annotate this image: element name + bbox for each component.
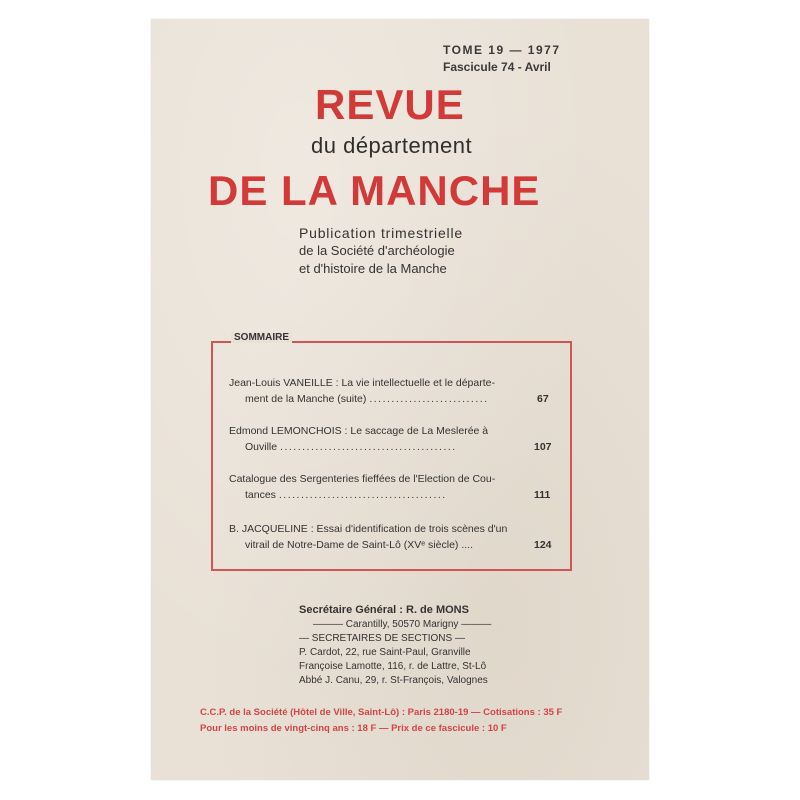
footer-prices-line: Pour les moins de vingt-cinq ans : 18 F — Prix de ce fascicule : 10 F [200, 723, 507, 734]
section-secretary-3: Abbé J. Canu, 29, r. St-François, Valognes [299, 675, 488, 686]
toc-entry-4-line1: B. JACQUELINE : Essai d'identification de trois scènes d'un [229, 523, 508, 535]
publication-line-3: et d'histoire de la Manche [299, 261, 447, 276]
toc-entry-2-line2 [245, 439, 457, 455]
toc-entry-1-page: 67 [537, 393, 549, 405]
sections-title: — SECRETAIRES DE SECTIONS — [299, 633, 465, 644]
toc-entry-3-title-end: tances [245, 489, 276, 501]
toc-entry-1-title-end: ment de la Manche (suite) [245, 393, 367, 405]
publication-description [299, 224, 539, 278]
secretaire-general: Secrétaire Général : R. de MONS [299, 604, 469, 616]
toc-entry-4-page: 124 [534, 539, 552, 551]
section-secretary-2: Françoise Lamotte, 116, r. de Lattre, St-Lô [299, 661, 487, 672]
toc-entry-2-line1: Edmond LEMONCHOIS : Le saccage de La Meslerée à [229, 425, 489, 437]
toc-entry-3-leader: ...................................... [278, 489, 447, 501]
title-de-la-manche: DE LA MANCHE [208, 167, 541, 214]
toc-entry-1-line1: Jean-Louis VANEILLE : La vie intellectuelle et le départe- [229, 377, 495, 389]
toc-entry-2-title-end: Ouville [245, 441, 278, 453]
toc-entry-2-leader: ........................................ [280, 441, 457, 453]
toc-entry-3-page: 111 [534, 489, 551, 501]
toc-entry-1-leader: ........................... [369, 393, 489, 405]
toc-entry-3-line2 [245, 487, 447, 503]
sommaire-label: SOMMAIRE [231, 332, 292, 343]
magazine-cover [151, 19, 649, 780]
secretaire-address: ——— Carantilly, 50570 Marigny ——— [313, 619, 492, 630]
publication-line-1: Publication trimestrielle [299, 225, 463, 241]
toc-entry-3-line1: Catalogue des Sergenteries fieffées de l'Election de Cou- [229, 473, 496, 485]
publication-line-2: de la Société d'archéologie [299, 243, 455, 258]
section-secretary-1: P. Cardot, 22, rue Saint-Paul, Granville [299, 647, 471, 658]
footer-ccp-line: C.C.P. de la Société (Hôtel de Ville, Saint-Lô) : Paris 2180-19 — Cotisations : 35 F [200, 707, 563, 718]
toc-entry-2-page: 107 [534, 441, 552, 453]
tome-label: TOME 19 — 1977 [443, 43, 561, 57]
toc-entry-1-line2 [245, 391, 489, 407]
title-revue: REVUE [315, 81, 465, 128]
toc-entry-4-line2: vitrail de Notre-Dame de Saint-Lô (XVᵉ siècle) .... [245, 539, 473, 551]
title-du-departement: du département [311, 133, 473, 158]
fascicule-label: Fascicule 74 - Avril [443, 60, 551, 74]
